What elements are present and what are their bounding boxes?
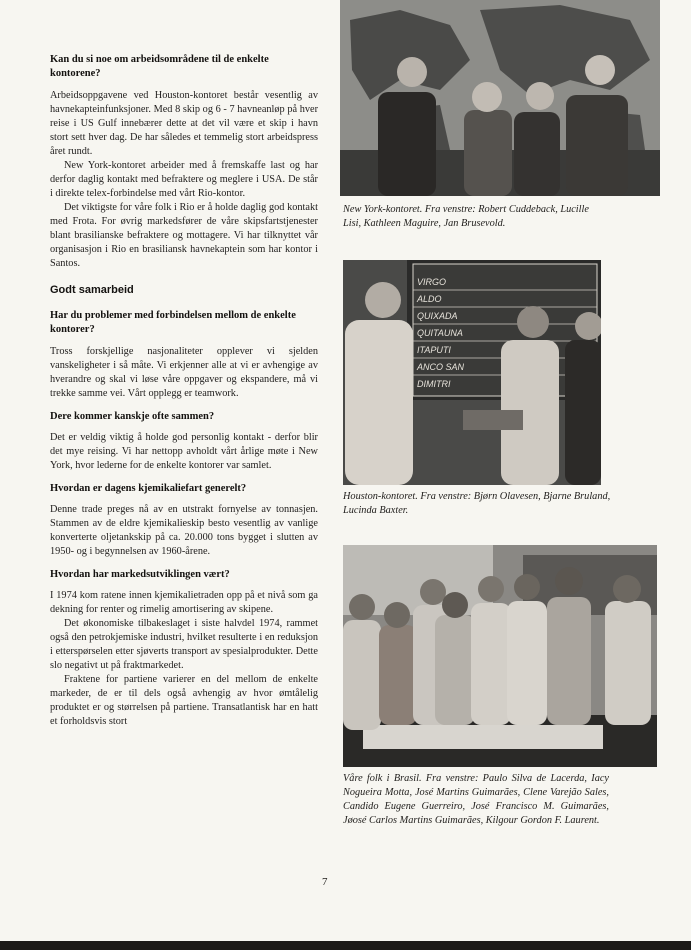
paragraph: I 1974 kom ratene innen kjemikalietraden opp på et nivå som ga dekning for renter og rimelig amortisering av skipene.: [50, 590, 318, 615]
photo-houston-office-image: [343, 260, 601, 485]
chalkboard-row: DIMITRI: [417, 379, 451, 389]
paragraph: New York-kontoret arbeider med å fremskaffe last og har derfor daglig kontakt med befraktere og meglere i USA. De står i direkte telex-forbindelse med vårt Rio-kontor.: [50, 160, 318, 199]
photo-brazil-staff: [343, 545, 657, 767]
page-number: 7: [322, 876, 328, 888]
paragraph: Det viktigste for våre folk i Rio er å holde daglig god kontakt med Frota. For øvrig markedsfører de våre skipsfartstjenester blant brasilianske befraktere og mottagere. Vi har tilknyttet vår organisasjon i Rio en brasiliansk havnekaptein som har kontor i Santos.: [50, 202, 318, 269]
question-market-development: Hvordan har markedsutviklingen vært?: [50, 569, 230, 580]
paragraph: Arbeidsoppgavene ved Houston-kontoret består vesentlig av havnekapteinfunksjoner. Med 8 skip og 6 - 7 havneanløp på hver reise i US Gulf innebærer dette at det vil være et skip i havn stort sett hver dag. De har således et temmelig stort arbeidspress året rundt.: [50, 90, 318, 157]
question-meetings: Dere kommer kanskje ofte sammen?: [50, 411, 215, 422]
chalkboard-row: ANCO SAN: [417, 362, 465, 372]
chalkboard-row: ALDO: [417, 294, 442, 304]
scan-edge: [0, 941, 691, 950]
paragraph: Tross forskjellige nasjonaliteter opplever vi sjelden vanskeligheter i så måte. Vi erkjenner alle at vi er avhengige av hverandre og skal vi løse våre oppgaver og ekspandere, må vi trekke samme vei. Vårt opplegg er teamwork.: [50, 346, 318, 399]
photo-brazil-staff-image: [343, 545, 657, 767]
section-heading: Godt samarbeid: [50, 284, 134, 296]
photo-new-york-office: [340, 0, 660, 196]
chalkboard-row: ITAPUTI: [417, 345, 451, 355]
photo-new-york-office-image: [340, 0, 660, 196]
photo-houston-office: [343, 260, 601, 485]
chalkboard-row: VIRGO: [417, 277, 447, 287]
article-text-column: [50, 50, 318, 729]
caption-new-york-office: New York-kontoret. Fra venstre: Robert Cuddeback, Lucille Lisi, Kathleen Maguire, Jan Brusevold.: [343, 204, 589, 229]
question-work-areas: Kan du si noe om arbeidsområdene til de enkelte kontorene?: [50, 54, 269, 79]
paragraph: Det er veldig viktig å holde god personlig kontakt - derfor blir det mye reising. Vi har nettopp avholdt vårt årlige møte i New York, hvor lederne for de enkelte kontorer var samlet.: [50, 432, 318, 471]
caption-brazil-staff: Våre folk i Brasil. Fra venstre: Paulo Silva de Lacerda, Iacy Nogueira Motta, José Martins Guimarães, Clene Varejão Sales, Candido Eugene Guerreiro, José Francisco M. Guimarães, Jøosé Carlos Martins Guimarães, Kilgour Gordon F. Laurent.: [343, 773, 609, 826]
chalkboard-row: QUITAUNA: [417, 328, 463, 338]
paragraph: Denne trade preges nå av en utstrakt fornyelse av tonnasjen. Stammen av de eldre kjemikalieskip besto vesentlig av vanlige konverterte oljetankskip på ca. 20.000 tons bygget i slutten av 1950- og i begynnelsen av 1960-årene.: [50, 504, 318, 557]
question-chemical-trade: Hvordan er dagens kjemikaliefart generelt?: [50, 483, 247, 494]
caption-houston-office: Houston-kontoret. Fra venstre: Bjørn Olavesen, Bjarne Bruland, Lucinda Baxter.: [343, 491, 611, 516]
paragraph: Det økonomiske tilbakeslaget i siste halvdel 1974, rammet også den petrokjemiske industri, hvilket resulterte i en reduksjon i etterspørselen etter sjøverts transport av spesialprodukter. Dette slo negativt ut på fraktmarkedet.: [50, 618, 318, 671]
paragraph: Fraktene for partiene varierer en del mellom de enkelte markeder, de er til dels også avhengig av hvor ømtålelig produktet er og størrelsen på partiene. Transatlantisk har en hatt et forholdsvis stort: [50, 674, 318, 727]
question-connections: Har du problemer med forbindelsen mellom de enkelte kontorer?: [50, 310, 296, 335]
chalkboard-row: QUIXADA: [417, 311, 458, 321]
